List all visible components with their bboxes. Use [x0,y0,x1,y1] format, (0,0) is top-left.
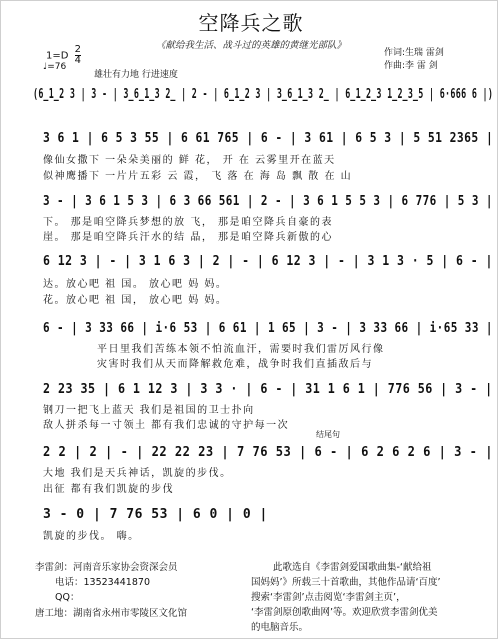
note-line-5: 的电脑音乐。 [251,622,309,633]
score-line-5-lyric-2: 敌人拼杀每一寸领土 都有我们忠诚的守护每一次 [43,420,290,431]
key-label: 1=D [46,50,69,62]
note-line-2: 国妈妈’》所载三十首歌曲，其他作品请‘百度’ [251,577,441,588]
author-phone: 电话：13523441870 [55,577,150,588]
tempo-marking: ♩=76 [43,62,67,72]
song-title: 空降兵之歌 [198,11,304,35]
style-marking: 雄壮有力地 行进速度 [94,70,178,80]
author-info: 李雷剑：河南音乐家协会资深会员 [35,562,178,573]
score-line-1-lyric-2: 似神鹰播下 一片片五彩 云 霞， 飞 落 在 海 岛 飘 散 在 山 [43,171,353,182]
score-line-4-lyric-2: 灾害时我们从天而降解救危难，战争时我们直插敌后与 [97,359,373,370]
song-subtitle: 《献给我生活、战斗过的英雄的黄继光部队》 [155,40,346,51]
ending-marking: 结尾句 [316,430,340,439]
score-line-3-lyric-2: 花。放心吧 祖 国， 放心吧 妈 妈。 [43,295,228,306]
score-line-0-notes: (6̲1̲2 3 | 3 - | 3̲6̲1̲3 2̲ | 2 - | 6̲1̲2 3 | 3̲6̲1̲3 2̲ | 6̲1̲2̲3 1̲2̲3̲5 | 6·666 6 |) [33,87,494,102]
author-qq: QQ： [55,592,80,603]
score-line-4-lyric-1: 平日里我们苦练本领不怕流血汗，需要时我们雷厉风行像 [97,344,385,355]
score-line-2-notes: 3 - | 3 6 1 5 3 | 6 3 66 561 | 2 - | 3 6 1 5 5 3 | 6 776 | 5 3 | [43,194,493,209]
score-line-5-lyric-1: 钢刀一把飞上蓝天 我们是祖国的卫士扑向 [43,405,255,416]
note-line-4: ‘李雷剑原创歌曲网’等。欢迎欣赏李雷剑优美 [251,607,438,618]
lyricist-credit: 作词:生瑞 雷剑 [384,48,444,58]
score-line-1-notes: 3 6 1 | 6 5 3 55 | 6 61 765 | 6 - | 3 61 | 6 5 3 | 5 51 2365 | [43,131,494,146]
time-signature [75,45,81,66]
time-bottom: 4 [74,55,82,66]
score-line-6-lyric-2: 出征 都有我们凯旋的步伐 [43,484,175,495]
composer-credit: 作曲:李 雷 剑 [384,61,438,71]
score-line-6-lyric-1: 大地 我们是天兵神话，凯旋的步伐。 [43,468,232,479]
score-line-7-lyric-1: 凯旋的步伐。 嗨。 [43,531,140,542]
score-line-2-lyric-1: 下。 那是咱空降兵梦想的放 飞， 那是咱空降兵自豪的表 [43,217,334,228]
time-top: 2 [74,44,82,55]
note-line-1: 此歌选自《李雷剑爱国歌曲集-‘献给祖 [273,562,432,573]
score-line-4-notes: 6 - | 3 33 66 | i·6 53 | 6 61 | 1 65 | 3 - | 3 33 66 | i·65 33 | [43,321,493,336]
score-line-7-notes: 3 - 0 | 7 76 53 | 6 0 | 0 | [43,507,268,522]
score-line-2-lyric-2: 崖。 那是咱空降兵汗水的结 晶， 那是咱空降兵新傲的心 [43,232,334,243]
note-line-3: 搜索‘李雷剑’点击阅览‘李雷剑主页’， [251,592,406,603]
score-line-3-lyric-1: 达。放心吧 祖 国。 放心吧 妈 妈。 [43,279,228,290]
score-line-5-notes: 2 23 35 | 6 1 12 3 | 3 3 · | 6 - | 31 1 6 1 | 776 56 | 3 - | [43,382,493,397]
score-line-1-lyric-1: 像仙女撒下 一朵朵美丽的 鲜 花， 开 在 云雾里开在蓝天 [43,155,336,166]
score-line-3-notes: 6 12 3 | - | 3 1 6 3 | 2 | - | 6 12 3 | - | 3 1 3 · 5 | 6 - | [43,254,493,269]
author-workplace: 唐工地：湖南省永州市零陵区文化馆 [35,608,188,619]
score-line-6-notes: 2 2 | 2 | - | 22 22 23 | 7 76 53 | 6 - | 6 2 6 2 6 | 3 - | [43,445,493,460]
